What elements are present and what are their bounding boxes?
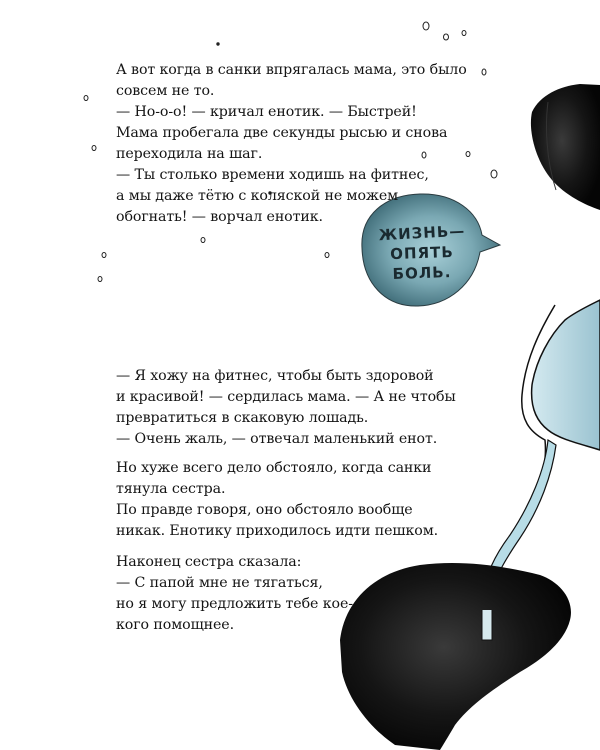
text-line: обогнать! — ворчал енотик. — [116, 209, 323, 225]
paragraph-block-1 — [116, 60, 467, 228]
text-line: а мы даже тётю с коляской не можем — [116, 188, 399, 204]
text-line: — Я хожу на фитнес, чтобы быть здоровой — [116, 368, 434, 384]
paragraph-block-2 — [116, 366, 456, 450]
text-line: Но хуже всего дело обстояло, когда санки — [116, 460, 432, 476]
text-line: По правде говоря, оно обстояло вообще — [116, 502, 413, 518]
bubble-text-line-2: ОПЯТЬ — [389, 242, 455, 264]
text-line: Мама пробегала две секунды рысью и снова — [116, 125, 448, 141]
paragraph-block-3 — [116, 458, 438, 542]
text-line: А вот когда в санки впрягалась мама, это было — [116, 62, 467, 78]
bubble-text-line-3: БОЛЬ. — [392, 262, 452, 284]
paragraph-block-4 — [116, 552, 353, 636]
text-line: превратиться в скаковую лошадь. — [116, 410, 369, 426]
text-line: тянула сестра. — [116, 481, 226, 497]
text-line: кого помощнее. — [116, 617, 235, 633]
text-line: — С папой мне не тягаться, — [116, 575, 323, 591]
dark-shape-bottom — [340, 563, 571, 750]
text-line: и красивой! — сердилась мама. — А не чтобы — [116, 389, 456, 405]
text-line: переходила на шаг. — [116, 146, 263, 162]
text-line: — Очень жаль, — отвечал маленький енот. — [116, 431, 438, 447]
text-line: но я могу предложить тебе кое- — [116, 596, 353, 612]
dark-shape-top — [531, 84, 600, 210]
blue-stripe — [532, 300, 600, 450]
bubble-text-line-1: ЖИЗНЬ— — [378, 221, 466, 245]
text-line: совсем не то. — [116, 83, 215, 99]
text-line: — Но-о-о! — кричал енотик. — Быстрей! — [116, 104, 417, 120]
text-line: никак. Енотику приходилось идти пешком. — [116, 523, 439, 539]
text-line: Наконец сестра сказала: — [116, 554, 302, 570]
text-line: — Ты столько времени ходишь на фитнес, — [116, 167, 429, 183]
